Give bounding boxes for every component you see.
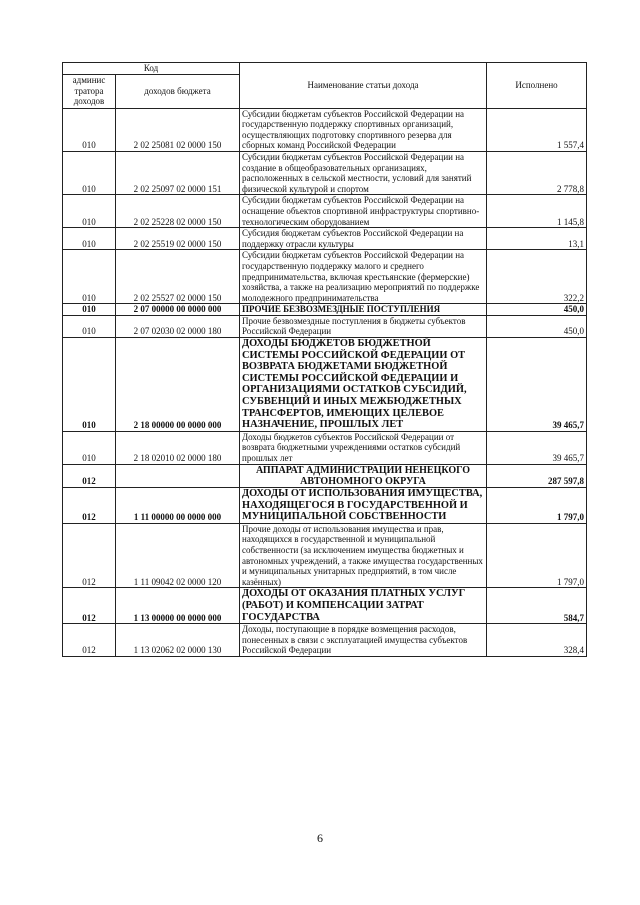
- budget-code-cell: 1 11 00000 00 0000 000: [116, 488, 240, 524]
- executed-value-cell: 450,0: [487, 315, 587, 337]
- admin-code-cell: 010: [63, 195, 116, 228]
- item-name-cell: Доходы бюджетов субъектов Российской Федерации от возврата бюджетными учреждениями остатков субсидий прошлых лет: [240, 431, 487, 464]
- budget-header: доходов бюджета: [116, 74, 240, 108]
- revenue-table: [62, 62, 587, 657]
- budget-code-cell: [116, 464, 240, 487]
- executed-value-cell: 2 778,8: [487, 151, 587, 194]
- item-name-cell: Субсидии бюджетам субъектов Российской Федерации на государственную поддержку спортивных организаций, осуществляющих подготовку спортивного резерва для сборных команд Российской Федерации: [240, 108, 487, 151]
- budget-code-cell: 1 13 00000 00 0000 000: [116, 588, 240, 624]
- budget-code-cell: 1 11 09042 02 0000 120: [116, 523, 240, 588]
- executed-header: Исполнено: [487, 63, 587, 109]
- executed-value-cell: 584,7: [487, 588, 587, 624]
- budget-code-cell: 2 02 25081 02 0000 150: [116, 108, 240, 151]
- table-row: [63, 195, 587, 228]
- table-row: [63, 338, 587, 432]
- executed-value-cell: 13,1: [487, 228, 587, 250]
- table-body: [63, 108, 587, 656]
- executed-value-cell: 1 145,8: [487, 195, 587, 228]
- executed-value-cell: 1 557,4: [487, 108, 587, 151]
- table-row: [63, 523, 587, 588]
- budget-code-cell: 2 18 02010 02 0000 180: [116, 431, 240, 464]
- admin-code-cell: 010: [63, 250, 116, 304]
- item-name-cell: Субсидии бюджетам субъектов Российской Федерации на создание в общеобразовательных организациях, расположенных в сельской местности, условий для занятий физической культурой и спортом: [240, 151, 487, 194]
- item-name-cell: Доходы, поступающие в порядке возмещения расходов, понесенных в связи с эксплуатацией имущества субъектов Российской Федерации: [240, 624, 487, 657]
- item-name-cell: ДОХОДЫ ОТ ИСПОЛЬЗОВАНИЯ ИМУЩЕСТВА, НАХОДЯЩЕГОСЯ В ГОСУДАРСТВЕННОЙ И МУНИЦИПАЛЬНОЙ СОБСТВЕННОСТИ: [240, 488, 487, 524]
- admin-code-cell: 010: [63, 338, 116, 432]
- table-row: [63, 488, 587, 524]
- admin-code-cell: 010: [63, 315, 116, 337]
- budget-code-cell: 2 02 25527 02 0000 150: [116, 250, 240, 304]
- budget-code-cell: 2 07 02030 02 0000 180: [116, 315, 240, 337]
- budget-code-cell: 2 02 25519 02 0000 150: [116, 228, 240, 250]
- item-name-cell: Прочие безвозмездные поступления в бюджеты субъектов Российской Федерации: [240, 315, 487, 337]
- executed-value-cell: 287 597,8: [487, 464, 587, 487]
- item-name-cell: Субсидии бюджетам субъектов Российской Федерации на оснащение объектов спортивной инфраструктуры спортивно-технологическим оборудованием: [240, 195, 487, 228]
- admin-code-cell: 012: [63, 523, 116, 588]
- budget-code-cell: 2 02 25097 02 0000 151: [116, 151, 240, 194]
- item-name-cell: Субсидии бюджетам субъектов Российской Федерации на государственную поддержку малого и среднего предпринимательства, включая крестьянские (фермерские) хозяйства, а также на реализацию мероприятий по поддержке молодежного предпринимательства: [240, 250, 487, 304]
- budget-code-cell: 1 13 02062 02 0000 130: [116, 624, 240, 657]
- table-row: [63, 624, 587, 657]
- admin-code-cell: 010: [63, 108, 116, 151]
- admin-code-cell: 012: [63, 624, 116, 657]
- name-header: Наименование статьи дохода: [240, 63, 487, 109]
- table-row: [63, 315, 587, 337]
- table-row: [63, 431, 587, 464]
- admin-code-cell: 012: [63, 464, 116, 487]
- page-number: 6: [317, 831, 323, 845]
- item-name-cell: Прочие доходы от использования имущества и прав, находящихся в государственной и муниципальной собственности (за исключением имущества бюджетных и автономных учреждений, а также имущества государственных и муниципальных унитарных предприятий, в том числе казённых): [240, 523, 487, 588]
- budget-code-cell: 2 18 00000 00 0000 000: [116, 338, 240, 432]
- item-name-cell: Субсидия бюджетам субъектов Российской Федерации на поддержку отрасли культуры: [240, 228, 487, 250]
- item-name-cell: ДОХОДЫ ОТ ОКАЗАНИЯ ПЛАТНЫХ УСЛУГ (РАБОТ) И КОМПЕНСАЦИИ ЗАТРАТ ГОСУДАРСТВА: [240, 588, 487, 624]
- table-row: [63, 588, 587, 624]
- admin-code-cell: 010: [63, 304, 116, 316]
- admin-code-cell: 012: [63, 488, 116, 524]
- budget-code-cell: 2 07 00000 00 0000 000: [116, 304, 240, 316]
- executed-value-cell: 450,0: [487, 304, 587, 316]
- item-name-cell: ДОХОДЫ БЮДЖЕТОВ БЮДЖЕТНОЙ СИСТЕМЫ РОССИЙСКОЙ ФЕДЕРАЦИИ ОТ ВОЗВРАТА БЮДЖЕТАМИ БЮДЖЕТНОЙ СИСТЕМЫ РОССИЙСКОЙ ФЕДЕРАЦИИ И ОРГАНИЗАЦИЯМИ ОСТАТКОВ СУБСИДИЙ, СУБВЕНЦИЙ И ИНЫХ МЕЖБЮДЖЕТНЫХ ТРАНСФЕРТОВ, ИМЕЮЩИХ ЦЕЛЕВОЕ НАЗНАЧЕНИЕ, ПРОШЛЫХ ЛЕТ: [240, 338, 487, 432]
- budget-code-cell: 2 02 25228 02 0000 150: [116, 195, 240, 228]
- table-row: [63, 250, 587, 304]
- table-row: [63, 108, 587, 151]
- executed-value-cell: 1 797,0: [487, 488, 587, 524]
- executed-value-cell: 39 465,7: [487, 431, 587, 464]
- executed-value-cell: 39 465,7: [487, 338, 587, 432]
- admin-header: админис тратора доходов: [63, 74, 116, 108]
- admin-code-cell: 010: [63, 431, 116, 464]
- executed-value-cell: 322,2: [487, 250, 587, 304]
- item-name-cell: ПРОЧИЕ БЕЗВОЗМЕЗДНЫЕ ПОСТУПЛЕНИЯ: [240, 304, 487, 316]
- table-row: [63, 464, 587, 487]
- executed-value-cell: 328,4: [487, 624, 587, 657]
- admin-code-cell: 010: [63, 228, 116, 250]
- item-name-cell: АППАРАТ АДМИНИСТРАЦИИ НЕНЕЦКОГО АВТОНОМНОГО ОКРУГА: [240, 464, 487, 487]
- admin-code-cell: 010: [63, 151, 116, 194]
- table-row: [63, 228, 587, 250]
- admin-code-cell: 012: [63, 588, 116, 624]
- table-row: [63, 151, 587, 194]
- code-header: Код: [63, 63, 240, 75]
- table-row: [63, 304, 587, 316]
- executed-value-cell: 1 797,0: [487, 523, 587, 588]
